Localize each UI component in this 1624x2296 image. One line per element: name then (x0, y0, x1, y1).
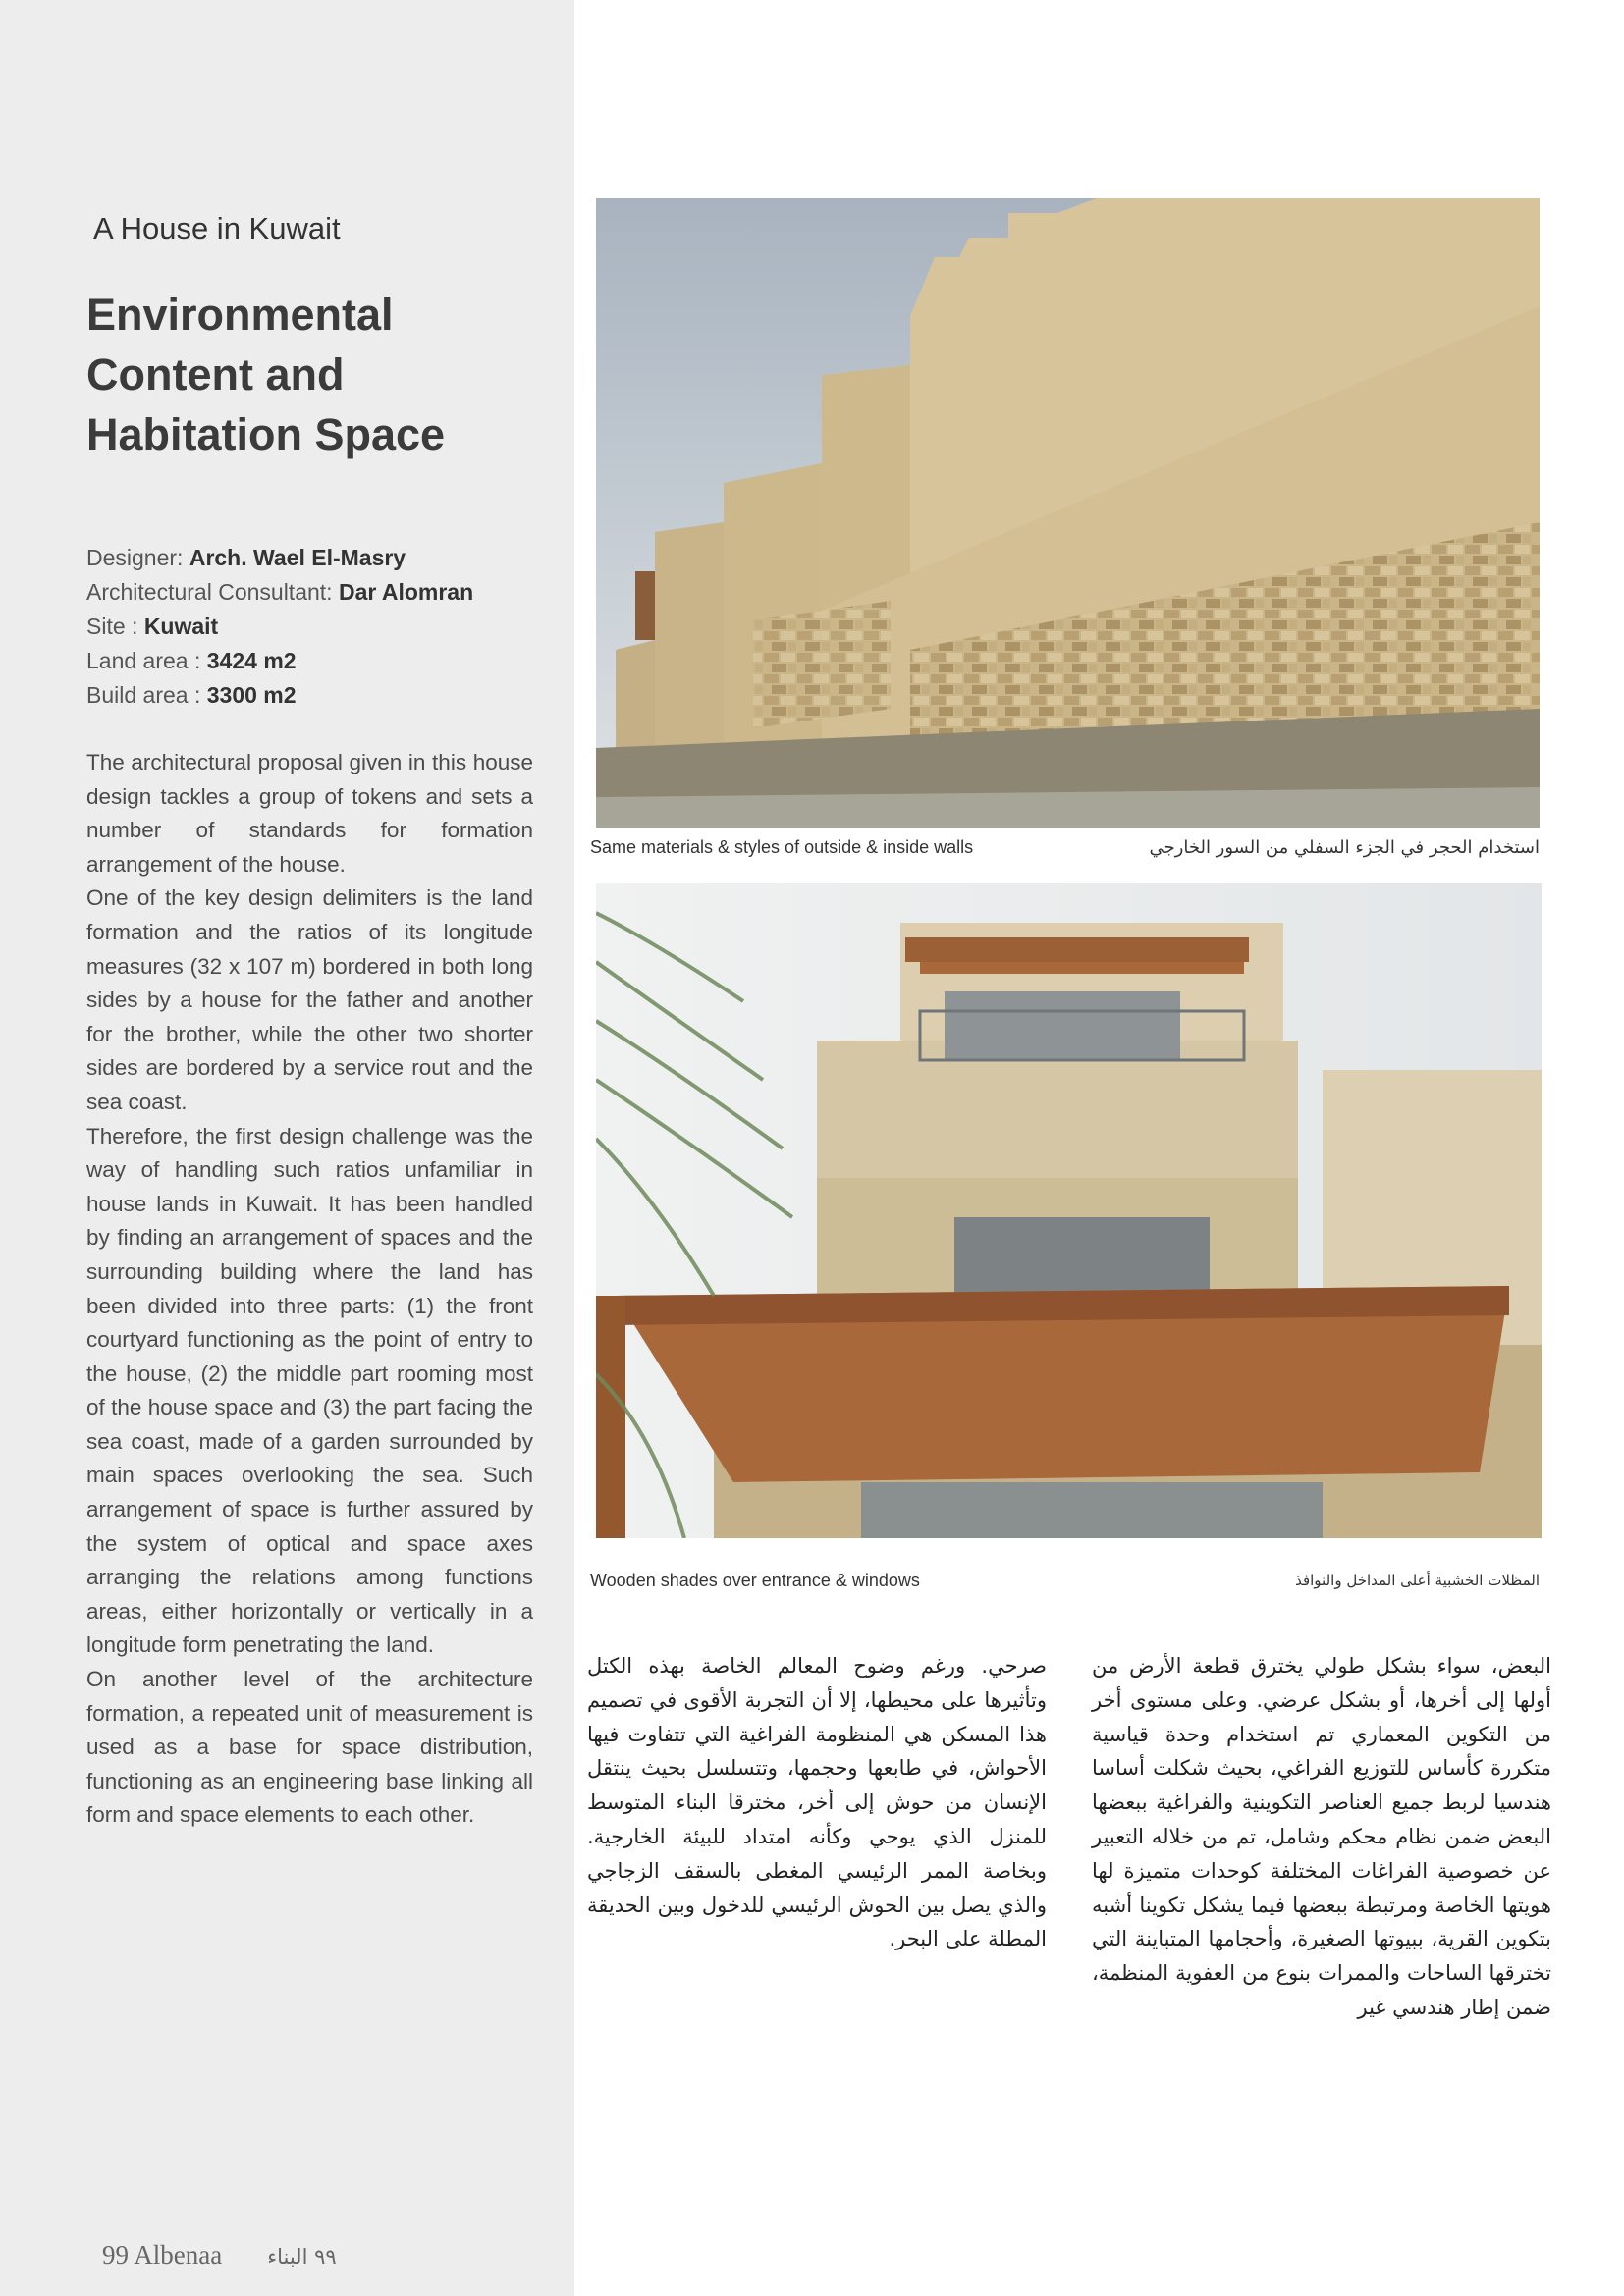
page-number-ar: ٩٩ البناء (267, 2245, 337, 2269)
credit-build-area: Build area : 3300 m2 (86, 682, 297, 708)
paragraph: On another level of the architecture formation, a repeated unit of measurement is used as a base for space distribution, functioning as an engineering base linking all form and space elements to each other. (86, 1667, 533, 1828)
project-credits (86, 541, 473, 713)
caption-ar: المظلات الخشبية أعلى المداخل والنوافذ (1295, 1572, 1540, 1589)
wooden-shades-image (596, 883, 1542, 1538)
article-title (86, 285, 558, 464)
title-line: Environmental (86, 290, 394, 340)
arabic-body-column-right (1092, 1649, 1551, 2025)
arabic-body-column-left (587, 1649, 1047, 1956)
caption-en: Wooden shades over entrance & windows (590, 1571, 920, 1590)
credit-land-area: Land area : 3424 m2 (86, 648, 297, 673)
photo-exterior-walls (596, 198, 1540, 828)
page-footer (102, 2240, 337, 2270)
credit-consultant: Architectural Consultant: Dar Alomran (86, 579, 474, 605)
photo-wooden-shades (596, 883, 1542, 1538)
exterior-walls-image (596, 198, 1540, 828)
paragraph: One of the key design delimiters is the land formation and the ratios of its longitude measures (32 x 107 m) bordered in both long sides by a house for the father and another for the brother, while the other two shorter sides are bordered by a service rout and the sea coast. (86, 885, 533, 1114)
paragraph: صرحي. ورغم وضوح المعالم الخاصة بهذه الكتل وتأثيرها على محيطها، إلا أن التجربة الأقوى في تصميم هذا المسكن هي المنظومة الفراغية التي تتفاوت فيها الأحواش، في طابعها وحجمها، وتتسلسل بحيث ينتقل الإنسان من حوش إلى أخر، مخترقا البناء المتوسط للمنزل الذي يوحي وكأنه امتداد للبيئة الخارجية. وبخاصة الممر الرئيسي المغطى بالسقف الزجاجي والذي يصل بين الحوش الرئيسي للدخول وبين الحديقة المطلة على البحر. (587, 1654, 1047, 1951)
credit-designer: Designer: Arch. Wael El-Masry (86, 545, 406, 570)
sidebar-panel (0, 0, 574, 2296)
article-kicker: A House in Kuwait (93, 211, 341, 245)
title-line: Content and (86, 349, 345, 400)
page-number-en: 99 Albenaa (102, 2240, 223, 2269)
english-body-text (86, 746, 533, 1833)
caption-ar: استخدام الحجر في الجزء السفلي من السور الخارجي (1149, 837, 1540, 858)
credit-site: Site : Kuwait (86, 614, 219, 639)
title-line: Habitation Space (86, 409, 446, 459)
caption-en: Same materials & styles of outside & inside walls (590, 837, 974, 857)
paragraph: البعض، سواء بشكل طولي يخترق قطعة الأرض من أولها إلى أخرها، أو بشكل عرضي. وعلى مستوى أخر من التكوين المعماري تم استخدام وحدة قياسية متكررة كأساس للتوزيع الفراغي، بحيث شكلت أساسا هندسيا لربط جميع العناصر التكوينية والفراغية ببعضها البعض ضمن نظام محكم وشامل، تم من خلاله التعبير عن خصوصية الفراغات المختلفة كوحدات متميزة لها هويتها الخاصة ومرتبطة ببعضها فيما يشكل تكوينا أشبه بتكوين القرية، ببيوتها الصغيرة، وأحجامها المتباينة التي تخترقها الساحات والممرات بنوع من العفوية المنظمة، ضمن إطار هندسي غير (1092, 1654, 1551, 2019)
paragraph: Therefore, the first design challenge was the way of handling such ratios unfamiliar in house lands in Kuwait. It has been handled by finding an arrangement of spaces and the surrounding building where the land has been divided into three parts: (1) the front courtyard functioning as the point of entry to the house, (2) the middle part rooming most of the house space and (3) the part facing the sea coast, made of a garden surrounded by main spaces overlooking the sea. Such arrangement of space is further assured by the system of optical and space axes arranging the relations among functions areas, either horizontally or vertically in a longitude form penetrating the land. (86, 1123, 533, 1658)
paragraph: The architectural proposal given in this house design tackles a group of tokens and sets a number of standards for formation arrangement of the house. (86, 750, 533, 877)
